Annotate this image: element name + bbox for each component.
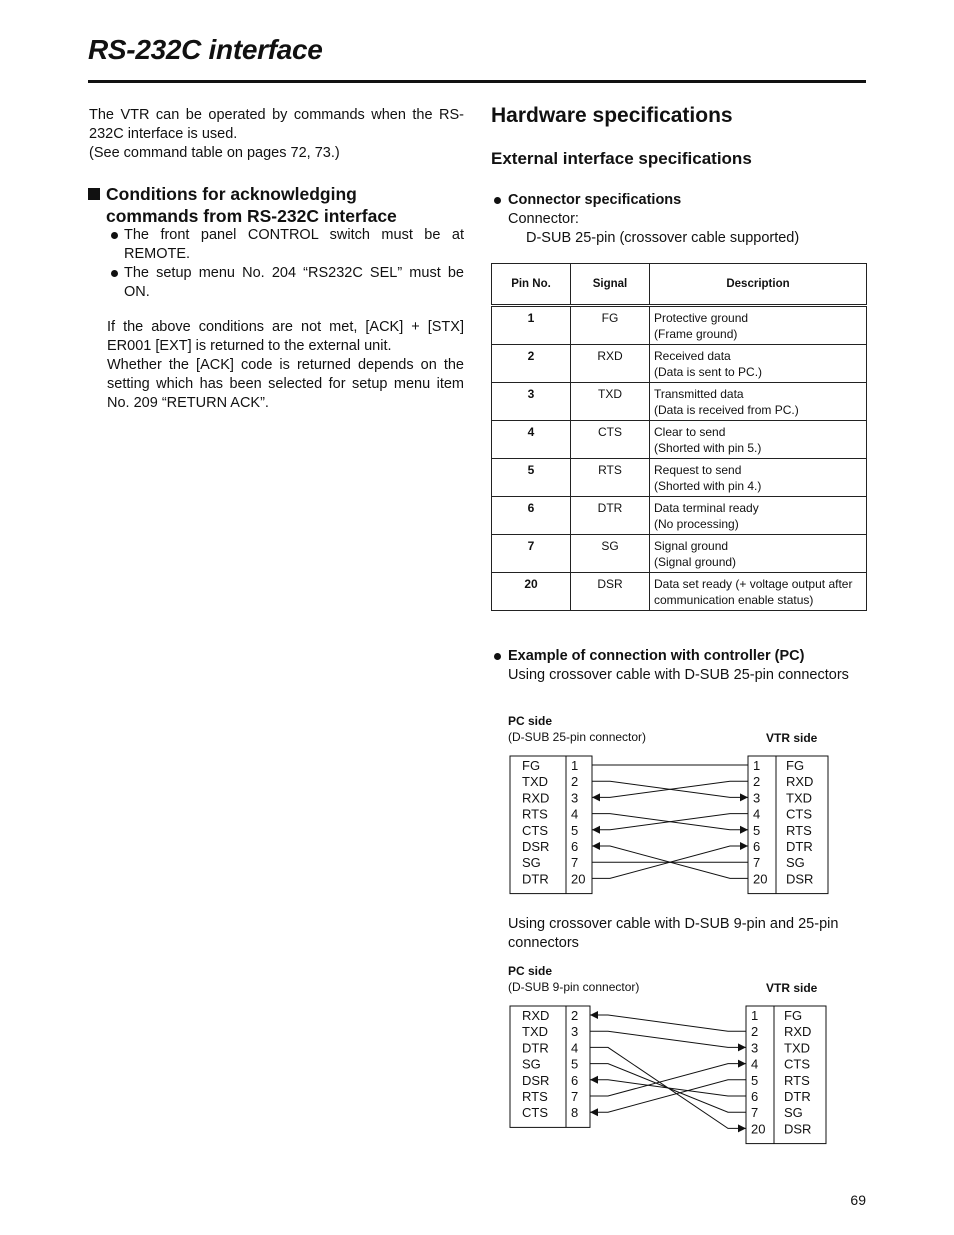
header-pin: Pin No.: [492, 264, 571, 306]
cell-signal: TXD: [571, 383, 650, 421]
vtr-pin-label: 6: [753, 839, 761, 854]
list-item-text: The setup menu No. 204 “RS232C SEL” must be ON.: [124, 265, 464, 300]
pc-side-label: PC side: [508, 714, 553, 728]
vtr-pin-label: 2: [751, 1024, 759, 1040]
pc-signal-label: RTS: [522, 1089, 548, 1104]
list-item-text: The front panel CONTROL switch must be at REMOTE.: [124, 227, 464, 262]
pc-pin-label: 20: [571, 871, 586, 887]
vtr-signal-label: SG: [786, 855, 805, 871]
vtr-signal-label: RTS: [786, 822, 812, 838]
vtr-pin-label: 3: [753, 790, 761, 806]
pc-signal-label: DTR: [522, 871, 549, 887]
cell-pin: 4: [492, 421, 571, 459]
vtr-signal-label: FG: [784, 1008, 803, 1023]
cell-pin: 6: [492, 497, 571, 535]
wire: [590, 1031, 746, 1047]
pc-pin-label: 7: [571, 855, 579, 871]
cell-signal: DSR: [571, 573, 650, 611]
cell-signal: RXD: [571, 345, 650, 383]
pc-pin-label: 3: [571, 1024, 579, 1040]
vtr-pin-label: 20: [753, 871, 768, 887]
pc-pin-label: 5: [571, 1056, 579, 1072]
conditions-heading-line2: commands from RS-232C interface: [106, 206, 397, 226]
wire: [590, 1015, 746, 1031]
vtr-signal-label: FG: [786, 758, 805, 773]
pc-signal-label: TXD: [522, 1024, 548, 1040]
arrow-icon: [590, 1108, 598, 1116]
pc-pin-label: 1: [571, 758, 579, 773]
pc-pin-label: 5: [571, 822, 579, 838]
vtr-signal-label: DSR: [784, 1121, 812, 1137]
cell-pin: 1: [492, 306, 571, 345]
connector-value: D-SUB 25-pin (crossover cable supported): [526, 230, 800, 246]
pc-pin-label: 2: [571, 774, 579, 790]
cell-signal: SG: [571, 535, 650, 573]
pc-signal-label: DSR: [522, 839, 550, 854]
pc-pin-label: 4: [571, 806, 579, 822]
intro-line: The VTR can be operated by commands when the RS-232C interface is used.: [89, 107, 464, 142]
external-interface-title: External interface specifications: [491, 149, 752, 168]
cell-description: Protective ground (Frame ground): [650, 306, 867, 345]
vtr-pin-label: 6: [751, 1089, 759, 1104]
vtr-pin-label: 4: [753, 806, 761, 822]
cell-description: Transmitted data (Data is received from PC.): [650, 383, 867, 421]
arrow-icon: [590, 1011, 598, 1019]
cell-description: Signal ground (Signal ground): [650, 535, 867, 573]
header-description: Description: [650, 264, 867, 306]
vtr-signal-label: TXD: [786, 790, 812, 806]
intro-reference: (See command table on pages 72, 73.): [89, 145, 340, 161]
pc-side-label: PC side: [508, 964, 553, 978]
connector-label: Connector:: [508, 211, 579, 227]
arrow-icon: [738, 1124, 746, 1132]
pc-signal-label: RTS: [522, 806, 548, 822]
cell-signal: RTS: [571, 459, 650, 497]
pc-pin-label: 3: [571, 790, 579, 806]
vtr-pin-label: 5: [751, 1072, 759, 1088]
vtr-signal-label: CTS: [786, 806, 812, 822]
vtr-signal-label: RXD: [784, 1024, 812, 1040]
pc-pin-label: 8: [571, 1105, 579, 1121]
pc-pin-label: 6: [571, 839, 579, 854]
pc-signal-label: SG: [522, 1056, 541, 1072]
pc-pin-label: 2: [571, 1008, 579, 1023]
pc-pin-label: 6: [571, 1072, 579, 1088]
pc-signal-label: TXD: [522, 774, 548, 790]
vtr-signal-label: RXD: [786, 774, 814, 790]
cell-pin: 7: [492, 535, 571, 573]
cell-description: Received data (Data is sent to PC.): [650, 345, 867, 383]
pc-signal-label: DTR: [522, 1040, 549, 1056]
vtr-pin-label: 4: [751, 1056, 759, 1072]
page-number: 69: [850, 1192, 866, 1208]
cell-pin: 3: [492, 383, 571, 421]
pc-connector-label: (D-SUB 9-pin connector): [508, 980, 640, 994]
cell-description: Data terminal ready (No processing): [650, 497, 867, 535]
vtr-pin-label: 1: [751, 1008, 759, 1023]
vtr-signal-label: CTS: [784, 1056, 810, 1072]
pc-signal-label: SG: [522, 855, 541, 871]
vtr-side-label: VTR side: [766, 731, 818, 745]
connector-spec-heading-text: Connector specifications: [508, 192, 682, 208]
conditions-note-2: Whether the [ACK] code is returned depends on the setting which has been selected for setup menu item No. 209 “RETURN ACK”.: [107, 357, 464, 411]
conditions-heading-line1: Conditions for acknowledging: [106, 184, 357, 204]
conditions-note-1: If the above conditions are not met, [ACK] + [STX] ER001 [EXT] is returned to the external unit.: [107, 319, 464, 354]
vtr-signal-label: DSR: [786, 871, 814, 887]
cell-pin: 2: [492, 345, 571, 383]
hardware-title: Hardware specifications: [491, 104, 733, 127]
arrow-icon: [738, 1060, 746, 1068]
vtr-pin-label: 20: [751, 1121, 766, 1137]
header-signal: Signal: [571, 264, 650, 306]
vtr-pin-label: 2: [753, 774, 761, 790]
cell-signal: DTR: [571, 497, 650, 535]
arrow-icon: [738, 1043, 746, 1051]
vtr-pin-label: 5: [753, 822, 761, 838]
vtr-signal-label: TXD: [784, 1040, 810, 1056]
vtr-signal-label: DTR: [784, 1089, 811, 1104]
cell-description: Clear to send (Shorted with pin 5.): [650, 421, 867, 459]
pc-signal-label: DSR: [522, 1072, 550, 1088]
vtr-signal-label: DTR: [786, 839, 813, 854]
vtr-signal-label: SG: [784, 1105, 803, 1121]
example-sub-1: Using crossover cable with D-SUB 25-pin connectors: [508, 667, 849, 683]
example-heading-text: Example of connection with controller (PC): [508, 648, 805, 664]
vtr-signal-label: RTS: [784, 1072, 810, 1088]
cell-description: Data set ready (+ voltage output after communication enable status): [650, 573, 867, 611]
vtr-pin-label: 7: [753, 855, 761, 871]
pc-signal-label: CTS: [522, 1105, 548, 1121]
pc-signal-label: RXD: [522, 790, 550, 806]
cell-signal: FG: [571, 306, 650, 345]
vtr-side-label: VTR side: [766, 981, 818, 995]
pc-signal-label: FG: [522, 758, 541, 773]
cell-description: Request to send (Shorted with pin 4.): [650, 459, 867, 497]
pc-signal-label: CTS: [522, 822, 548, 838]
cell-pin: 5: [492, 459, 571, 497]
wire: [590, 1064, 746, 1096]
pc-connector-label: (D-SUB 25-pin connector): [508, 730, 647, 744]
cell-pin: 20: [492, 573, 571, 611]
pc-signal-label: RXD: [522, 1008, 550, 1023]
wire: [590, 1080, 746, 1112]
vtr-pin-label: 7: [751, 1105, 759, 1121]
pc-pin-label: 4: [571, 1040, 579, 1056]
pc-pin-label: 7: [571, 1089, 579, 1104]
vtr-pin-label: 3: [751, 1040, 759, 1056]
page-title: RS-232C interface: [88, 34, 323, 65]
example-sub-2: Using crossover cable with D-SUB 9-pin and 25-pin connectors: [508, 916, 839, 951]
arrow-icon: [590, 1076, 598, 1084]
cell-signal: CTS: [571, 421, 650, 459]
vtr-pin-label: 1: [753, 758, 761, 773]
wire: [590, 1080, 746, 1096]
